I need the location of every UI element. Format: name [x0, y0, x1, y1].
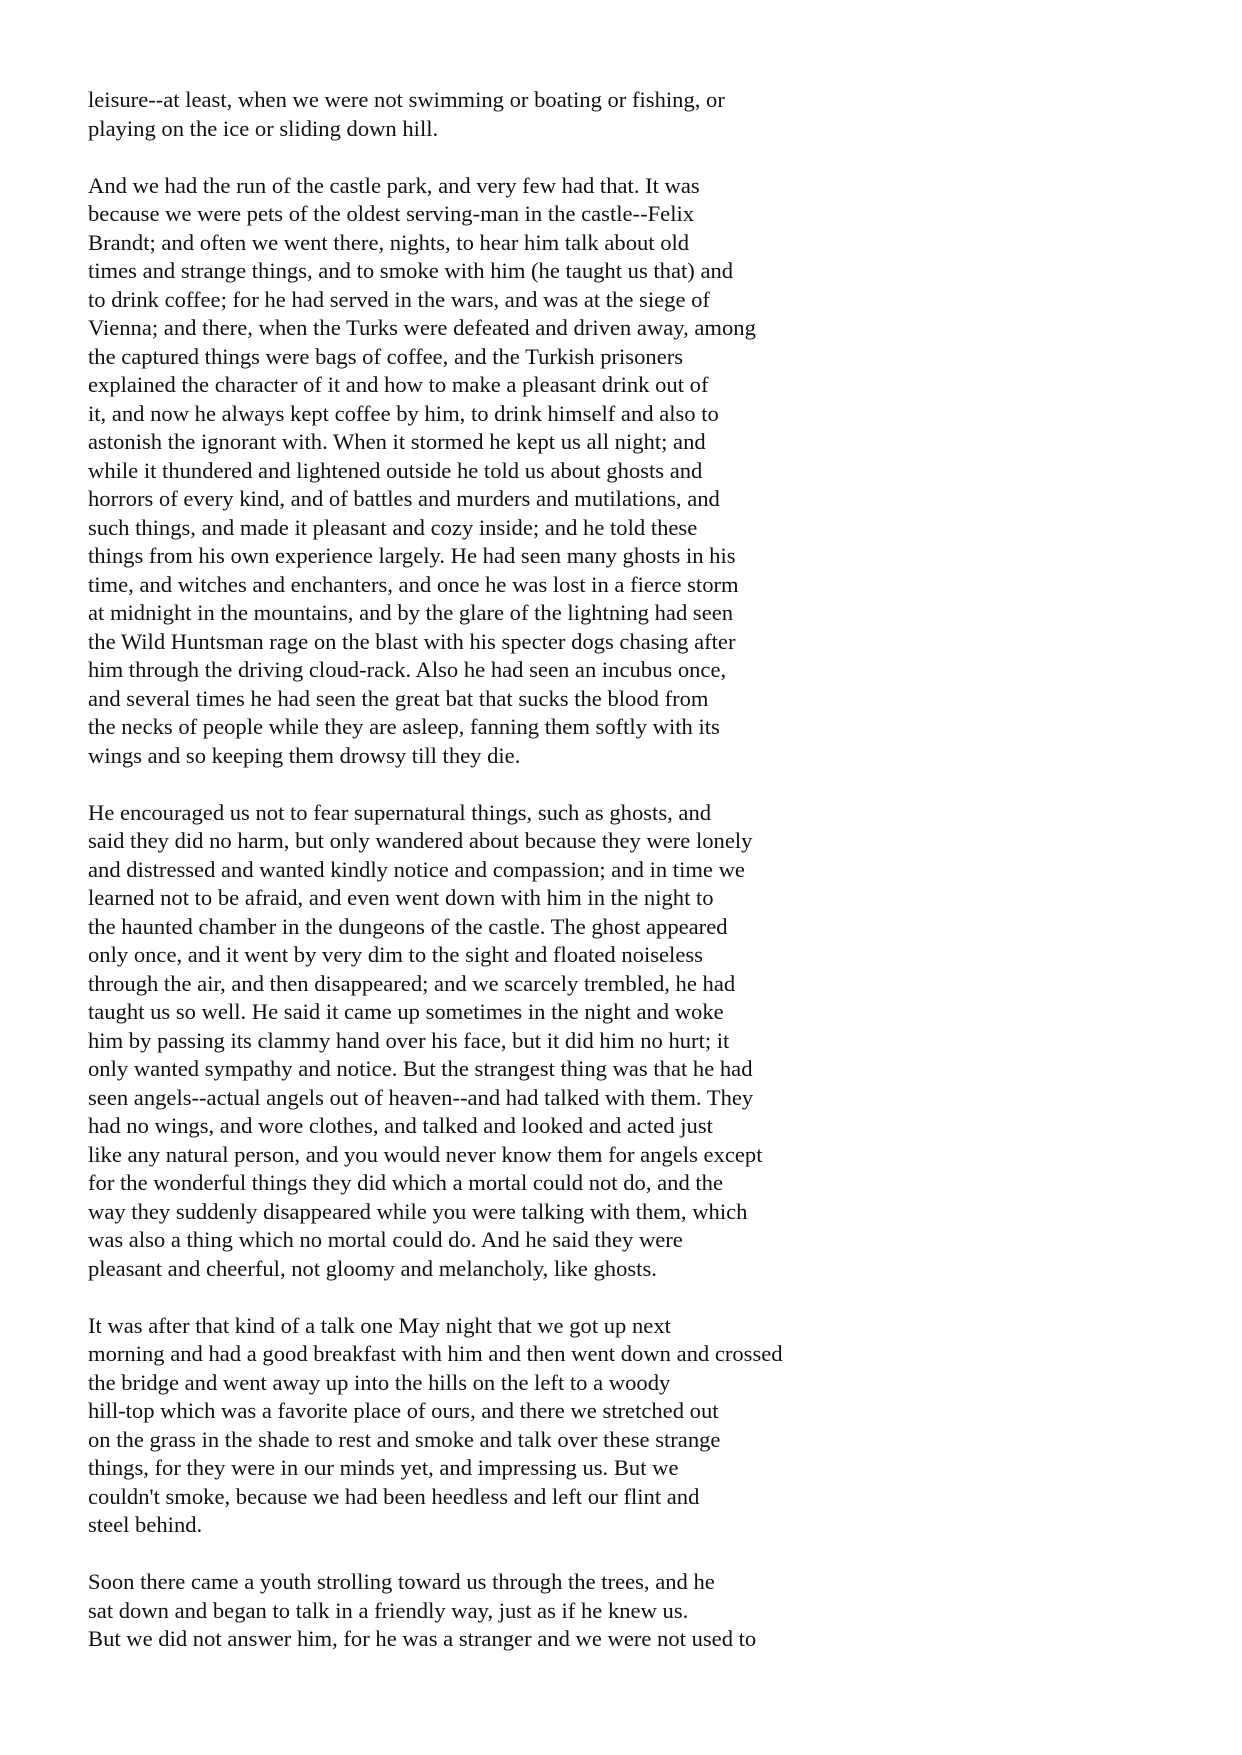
- text-line: But we did not answer him, for he was a stranger and we were not used to: [88, 1626, 757, 1651]
- text-line: for the wonderful things they did which a mortal could not do, and the: [88, 1170, 723, 1195]
- text-line: the haunted chamber in the dungeons of the castle. The ghost appeared: [88, 913, 728, 939]
- text-line: had no wings, and wore clothes, and talked and looked and acted just: [88, 1113, 713, 1138]
- text-line: while it thundered and lightened outside he told us about ghosts and: [88, 457, 703, 483]
- text-line: said they did no harm, but only wandered about because they were lonely: [88, 828, 753, 853]
- text-line: because we were pets of the oldest serving-man in the castle--Felix: [88, 201, 695, 226]
- text-line: seen angels--actual angels out of heaven--and had talked with them. They: [88, 1084, 754, 1110]
- text-line: him through the driving cloud-rack. Also he had seen an incubus once,: [88, 657, 727, 682]
- text-line: He encouraged us not to fear supernatural things, such as ghosts, and: [88, 799, 712, 825]
- text-line: only wanted sympathy and notice. But the strangest thing was that he had: [88, 1056, 753, 1081]
- text-line: steel behind.: [88, 1512, 203, 1537]
- text-line: pleasant and cheerful, not gloomy and melancholy, like ghosts.: [88, 1255, 657, 1281]
- paragraph: [88, 1312, 1188, 1540]
- text-line: things, for they were in our minds yet, and impressing us. But we: [88, 1455, 679, 1480]
- text-line: Vienna; and there, when the Turks were defeated and driven away, among: [88, 315, 756, 340]
- text-line: things from his own experience largely. He had seen many ghosts in his: [88, 543, 736, 568]
- text-line: it, and now he always kept coffee by him, to drink himself and also to: [88, 400, 719, 426]
- text-line: explained the character of it and how to make a pleasant drink out of: [88, 372, 709, 397]
- text-line: morning and had a good breakfast with him and then went down and crossed: [88, 1341, 783, 1366]
- text-line: only once, and it went by very dim to the sight and floated noiseless: [88, 942, 703, 967]
- text-line: It was after that kind of a talk one May night that we got up next: [88, 1312, 671, 1338]
- text-line: the bridge and went away up into the hills on the left to a woody: [88, 1369, 671, 1395]
- text-line: astonish the ignorant with. When it stormed he kept us all night; and: [88, 429, 706, 454]
- text-line: Brandt; and often we went there, nights, to hear him talk about old: [88, 229, 690, 255]
- text-line: such things, and made it pleasant and cozy inside; and he told these: [88, 514, 698, 540]
- text-line: on the grass in the shade to rest and smoke and talk over these strange: [88, 1426, 721, 1452]
- text-line: taught us so well. He said it came up sometimes in the night and woke: [88, 999, 724, 1024]
- paragraph: [88, 1568, 1188, 1654]
- text-line: and distressed and wanted kindly notice and compassion; and in time we: [88, 856, 745, 882]
- text-line: times and strange things, and to smoke with him (he taught us that) and: [88, 258, 734, 283]
- text-line: hill-top which was a favorite place of ours, and there we stretched out: [88, 1398, 719, 1423]
- text-line: playing on the ice or sliding down hill.: [88, 115, 439, 141]
- text-line: through the air, and then disappeared; and we scarcely trembled, he had: [88, 970, 736, 996]
- text-line: learned not to be afraid, and even went down with him in the night to: [88, 885, 714, 910]
- text-line: leisure--at least, when we were not swimming or boating or fishing, or: [88, 87, 725, 112]
- text-line: sat down and began to talk in a friendly way, just as if he knew us.: [88, 1597, 689, 1623]
- text-line: to drink coffee; for he had served in the wars, and was at the siege of: [88, 286, 710, 312]
- text-line: was also a thing which no mortal could do. And he said they were: [88, 1227, 683, 1252]
- text-line: the captured things were bags of coffee, and the Turkish prisoners: [88, 343, 684, 369]
- text-line: and several times he had seen the great bat that sucks the blood from: [88, 685, 709, 711]
- text-line: couldn't smoke, because we had been heedless and left our flint and: [88, 1483, 700, 1509]
- text-line: wings and so keeping them drowsy till they die.: [88, 742, 521, 768]
- text-line: horrors of every kind, and of battles and murders and mutilations, and: [88, 486, 720, 511]
- text-line: like any natural person, and you would never know them for angels except: [88, 1141, 763, 1167]
- text-line: at midnight in the mountains, and by the glare of the lightning had seen: [88, 600, 734, 625]
- paragraph: [88, 172, 1188, 771]
- text-line: Soon there came a youth strolling toward us through the trees, and he: [88, 1569, 715, 1594]
- text-line: the Wild Huntsman rage on the blast with his specter dogs chasing after: [88, 628, 736, 654]
- paragraph: [88, 799, 1188, 1284]
- text-line: the necks of people while they are asleep, fanning them softly with its: [88, 714, 720, 739]
- body-text: [88, 86, 1188, 1682]
- text-line: And we had the run of the castle park, and very few had that. It was: [88, 172, 700, 198]
- text-line: time, and witches and enchanters, and once he was lost in a fierce storm: [88, 571, 739, 597]
- paragraph: [88, 86, 1188, 143]
- text-line: him by passing its clammy hand over his face, but it did him no hurt; it: [88, 1027, 730, 1053]
- text-line: way they suddenly disappeared while you were talking with them, which: [88, 1198, 748, 1224]
